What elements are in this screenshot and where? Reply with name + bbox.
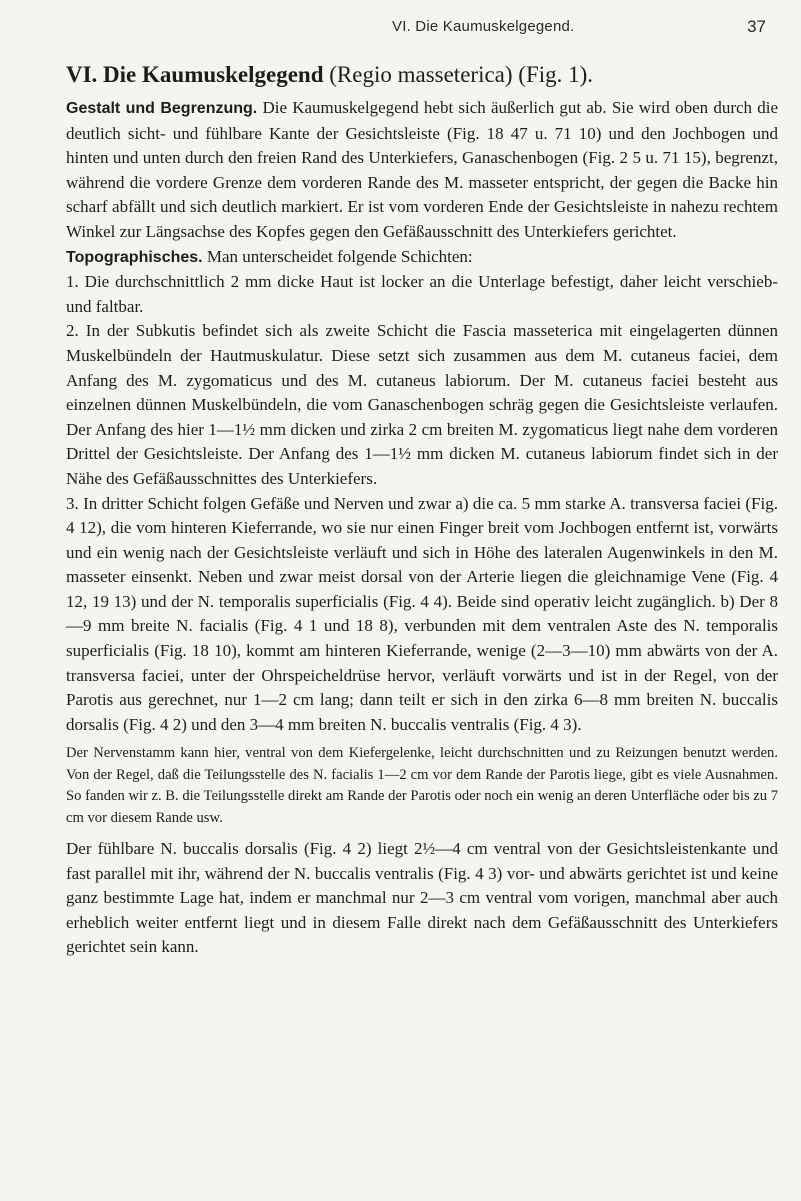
paragraph-topographisches-text: Man unterscheidet folgende Schichten: [206,246,473,266]
body-text [66,60,778,960]
paragraph-schicht-1: 1. Die durchschnittlich 2 mm dicke Haut ist locker an die Unterlage befestigt, daher leicht verschieb- und faltbar. [66,272,778,316]
paragraph-schicht-3: 3. In dritter Schicht folgen Gefäße und Nerven und zwar a) die ca. 5 mm starke A. transversa faciei (Fig. 4 12), die vom hinteren Kieferrande, wo sie nur einen Finger breit vom Jochbogen entfernt ist, vorwärts und ein wenig nach der Gesichtsleiste verläuft und sich in Höhe des lateralen Augenwinkels in den M. masseter einsenkt. Neben und zwar meist dorsal von der Arterie liegen die gleichnamige Vene (Fig. 4 12, 19 13) und der N. temporalis superficialis (Fig. 4 4). Beide sind operativ leicht zugänglich. b) Der 8—9 mm breite N. facialis (Fig. 4 1 und 18 8), verbunden mit dem ventralen Aste des N. temporalis superficialis (Fig. 18 10), kommt am hinteren Kieferrande, wenige (2—3—10) mm abwärts von der A. transversa faciei, unter der Ohrspeicheldrüse hervor, verläuft vorwärts und ist in der Regel, von der Parotis aus gerechnet, nur 1—2 cm lang; dann teilt er sich in den zirka 6—8 mm breiten N. buccalis dorsalis (Fig. 4 2) und den 3—4 mm breiten N. buccalis ventralis (Fig. 4 3). [66,493,778,734]
small-print-note: Der Nervenstamm kann hier, ventral von dem Kiefergelenke, leicht durchschnitten und zu Reizungen benutzt werden. Von der Regel, daß die Teilungsstelle des N. facialis 1—2 cm vor dem Rande der Parotis liege, gibt es viele Ausnahmen. So fanden wir z. B. die Teilungsstelle direkt am Rande der Parotis oder noch ein wenig an deren Unterfläche oder bis zu 7 cm vor diesem Rande usw. [66,745,778,826]
paragraph-gestalt-text: Die Kaumuskelgegend hebt sich äußerlich gut ab. Sie wird oben durch die deutlich sicht- und fühlbare Kante der Gesichtsleiste (Fig. 18 47 u. 71 10) und den Jochbogen und hinten und unten durch den freien Rand des Unterkiefers, Ganaschenbogen (Fig. 2 5 u. 71 15), begrenzt, während die vordere Grenze dem vorderen Rande des M. masseter entspricht, der gegen die Backe hin scharf abfällt und sich deutlich markiert. Er ist vom vorderen Ende der Gesichtsleiste in nahezu rechtem Winkel zur Längsachse des Kopfes gegen den Gefäßausschnitt des Unterkiefers gerichtet. [66,98,779,241]
paragraph-schicht-2: 2. In der Subkutis befindet sich als zweite Schicht die Fascia masseterica mit eingelagerten dünnen Muskelbündeln der Hautmuskulatur. Diese setzt sich zusammen aus dem M. cutaneus faciei, dem Anfang des M. zygomaticus und des M. cutaneus labiorum. Der M. cutaneus faciei besteht aus einzelnen dünnen Muskelbündeln, die vom Ganaschenbogen schräg gegen die Gesichtsleiste verlaufen. Der Anfang des hier 1—1½ mm dicken und zirka 2 cm breiten M. zygomaticus liegt nahe dem vorderen Drittel der Gesichtsleiste. Der Anfang des 1—1½ mm dicken M. cutaneus labiorum findet sich in der Nähe des Gefäßausschnittes des Unterkiefers. [66,321,778,488]
section-head-gestalt: Gestalt und Begrenzung. [66,100,258,117]
page-number: 37 [747,17,766,36]
running-head [0,18,800,42]
chapter-title-sub: (Regio masseterica) (Fig. 1). [329,62,594,87]
paragraph-gestalt [66,96,778,245]
paragraph-topographisches [66,245,778,271]
chapter-title [66,60,778,90]
running-title: VI. Die Kaumuskelgegend. [392,18,575,35]
chapter-title-main: VI. Die Kaumuskelgegend [66,62,324,87]
paragraph-buccalis: Der fühlbare N. buccalis dorsalis (Fig. 4 2) liegt 2½—4 cm ventral von der Gesichtsleistenkante und fast parallel mit ihr, während der N. buccalis ventralis (Fig. 4 3) vor- und abwärts gerichtet ist und keine ganz bestimmte Lage hat, indem er manchmal nur 2—3 cm ventral vom vorigen, manchmal aber auch erheblich weiter entfernt liegt und in diesem Falle direkt nach dem Gefäßausschnitt des Unterkiefers gerichtet sein kann. [66,839,778,957]
section-head-topographisches: Topographisches. [66,248,203,266]
